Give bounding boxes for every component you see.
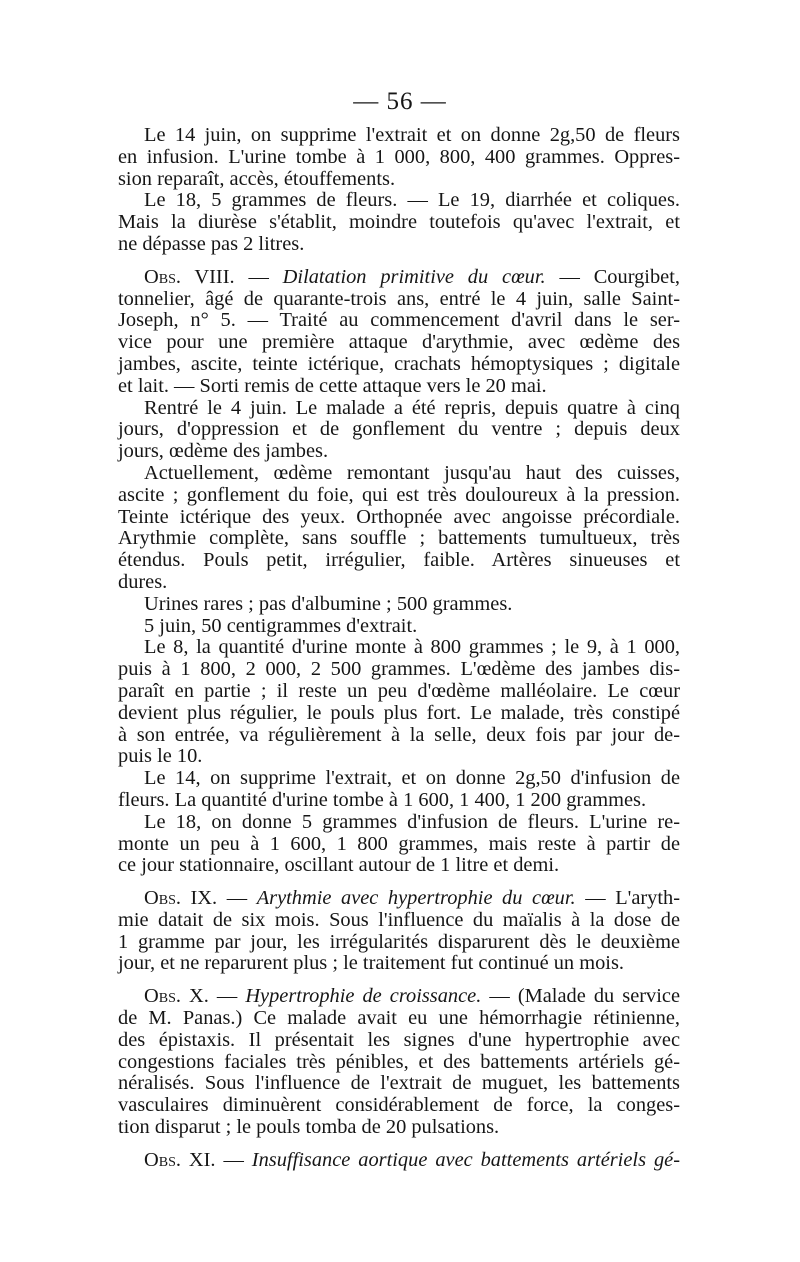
text-line [118, 147, 680, 169]
text-line [118, 703, 680, 725]
line-text: Teinte ictérique des yeux. Orthopnée avec angoisse précordiale. [118, 505, 680, 528]
line-text: étendus. Pouls petit, irrégulier, faible. Artères sinueuses et [118, 549, 680, 572]
line-text: tion disparut ; le pouls tomba de 20 pulsations. [118, 1116, 500, 1139]
line-text: sion reparaît, accès, étouffements. [118, 167, 396, 190]
line-text: devient plus régulier, le pouls plus fort. Le malade, très constipé [118, 701, 680, 724]
text-line [118, 1095, 680, 1117]
line-text: Le 14, on supprime l'extrait, et on donne 2g,50 d'infusion de [144, 767, 680, 790]
line-text: paraît en partie ; il reste un peu d'œdème malléolaire. Le cœur [118, 679, 680, 702]
line-text: Arythmie complète, sans souffle ; battements tumultueux, très [118, 527, 680, 550]
text-line [118, 1052, 680, 1074]
text-line [118, 681, 680, 703]
line-text: vasculaires diminuèrent considérablement de force, la conges- [118, 1094, 680, 1117]
line-text: monte un peu à 1 600, 1 800 grammes, mais reste à partir de [118, 832, 680, 855]
text-line [118, 637, 680, 659]
text-line [118, 812, 680, 834]
text-line [118, 463, 680, 485]
text-line [118, 932, 680, 954]
line-text: néralisés. Sous l'influence de l'extrait de muguet, les battements [118, 1072, 680, 1095]
line-text: Joseph, n° 5. — Traité au commencement d'avril dans le ser- [118, 309, 680, 332]
line-text: mie datait de six mois. Sous l'influence du maïalis à la dose de [118, 908, 680, 931]
text-line [118, 572, 680, 594]
line-text: des épistaxis. Il présentait les signes d'une hypertrophie avec [118, 1028, 680, 1051]
line-text: 5 juin, 50 centigrammes d'extrait. [144, 614, 418, 637]
line-text: jours, d'oppression et de gonflement du ventre ; depuis deux [118, 418, 680, 441]
text-line [118, 746, 680, 768]
line-text: Le 18, 5 grammes de fleurs. — Le 19, diarrhée et coliques. [144, 189, 680, 212]
observation-label: Obs. VIII. [144, 265, 235, 288]
text-line [118, 986, 680, 1008]
observation-title: Insuffisance aortique avec battements artériels gé- [251, 1148, 680, 1171]
text-line [118, 888, 680, 910]
line-text: puis à 1 800, 2 000, 2 500 grammes. L'œdème des jambes dis- [118, 658, 680, 681]
line-text: 1 gramme par jour, les irrégularités disparurent dès le deuxième [118, 930, 680, 953]
line-text: Urines rares ; pas d'albumine ; 500 grammes. [144, 592, 513, 615]
text-line [118, 855, 680, 877]
line-text: Mais la diurèse s'établit, moindre toutefois qu'avec l'extrait, et [118, 211, 680, 234]
text-line [118, 507, 680, 529]
line-text: Le 18, on donne 5 grammes d'infusion de fleurs. L'urine re- [144, 810, 680, 833]
line-text: vice pour une première attaque d'arythmie, avec œdème des [118, 331, 680, 354]
text-line [118, 419, 680, 441]
line-text: Le 8, la quantité d'urine monte à 800 grammes ; le 9, à 1 000, [144, 636, 680, 659]
observation-title: Dilatation primitive du cœur. [282, 265, 546, 288]
text-line [118, 616, 680, 638]
text-line [118, 376, 680, 398]
line-text: à son entrée, va régulièrement à la selle, deux fois par jour de- [118, 723, 680, 746]
line-text: de M. Panas.) Ce malade avait eu une hémorrhagie rétinienne, [118, 1007, 680, 1030]
text-line [118, 725, 680, 747]
observation-label: Obs. XI. [144, 1148, 216, 1171]
line-text: — Courgibet, [545, 265, 680, 288]
line-text: Le 14 juin, on supprime l'extrait et on donne 2g,50 de fleurs [144, 124, 680, 146]
line-text: puis le 10. [118, 745, 203, 768]
line-text: dures. [118, 570, 168, 593]
observation-dash: — [217, 887, 257, 910]
text-line [118, 212, 680, 234]
text-line [118, 1073, 680, 1095]
line-text: fleurs. La quantité d'urine tombe à 1 600, 1 400, 1 200 grammes. [118, 788, 647, 811]
line-text: tonnelier, âgé de quarante-trois ans, entré le 4 juin, salle Saint- [118, 287, 680, 310]
line-text: Actuellement, œdème remontant jusqu'au haut des cuisses, [144, 461, 680, 484]
page-number: — 56 — [353, 88, 447, 115]
body-text [118, 125, 680, 1172]
text-line [118, 289, 680, 311]
text-line [118, 310, 680, 332]
text-line [118, 398, 680, 420]
text-line [118, 550, 680, 572]
text-line [118, 594, 680, 616]
observation-dash: — [208, 985, 246, 1008]
text-line [118, 1030, 680, 1052]
text-line [118, 485, 680, 507]
line-text: ascite ; gonflement du foie, qui est très douloureux à la pression. [118, 483, 680, 506]
observation-dash: — [215, 1148, 252, 1171]
text-line [118, 1008, 680, 1030]
text-line [118, 190, 680, 212]
line-text: jour, et ne reparurent plus ; le traitement fut continué un mois. [118, 952, 624, 975]
line-text: en infusion. L'urine tombe à 1 000, 800, 400 grammes. Oppres- [118, 145, 680, 168]
text-line [118, 332, 680, 354]
observation-dash: — [234, 265, 283, 288]
line-text: et lait. — Sorti remis de cette attaque vers le 20 mai. [118, 374, 547, 397]
text-line [118, 267, 680, 289]
text-line [118, 834, 680, 856]
text-line [118, 441, 680, 463]
text-line [118, 234, 680, 256]
line-text: jours, œdème des jambes. [118, 440, 329, 463]
line-text: Rentré le 4 juin. Le malade a été repris, depuis quatre à cinq [144, 396, 680, 419]
text-line [118, 790, 680, 812]
line-text: jambes, ascite, teinte ictérique, crachats hémoptysiques ; digitale [118, 352, 680, 375]
text-line [118, 125, 680, 147]
text-line [118, 169, 680, 191]
line-text: ce jour stationnaire, oscillant autour de 1 litre et demi. [118, 854, 560, 877]
text-line [118, 1150, 680, 1172]
text-line [118, 659, 680, 681]
line-text: — (Malade du service [481, 985, 681, 1008]
observation-title: Arythmie avec hypertrophie du cœur. [256, 887, 576, 910]
observation-label: Obs. X. [144, 985, 209, 1008]
text-line [118, 910, 680, 932]
line-text: congestions faciales très pénibles, et des battements artériels gé- [118, 1050, 680, 1073]
text-line [118, 953, 680, 975]
line-text: ne dépasse pas 2 litres. [118, 232, 305, 255]
text-line [118, 528, 680, 550]
text-line [118, 1117, 680, 1139]
text-line [118, 354, 680, 376]
observation-label: Obs. IX. [144, 887, 218, 910]
text-line [118, 768, 680, 790]
line-text: — L'aryth- [575, 887, 681, 910]
observation-title: Hypertrophie de croissance. [245, 985, 482, 1008]
